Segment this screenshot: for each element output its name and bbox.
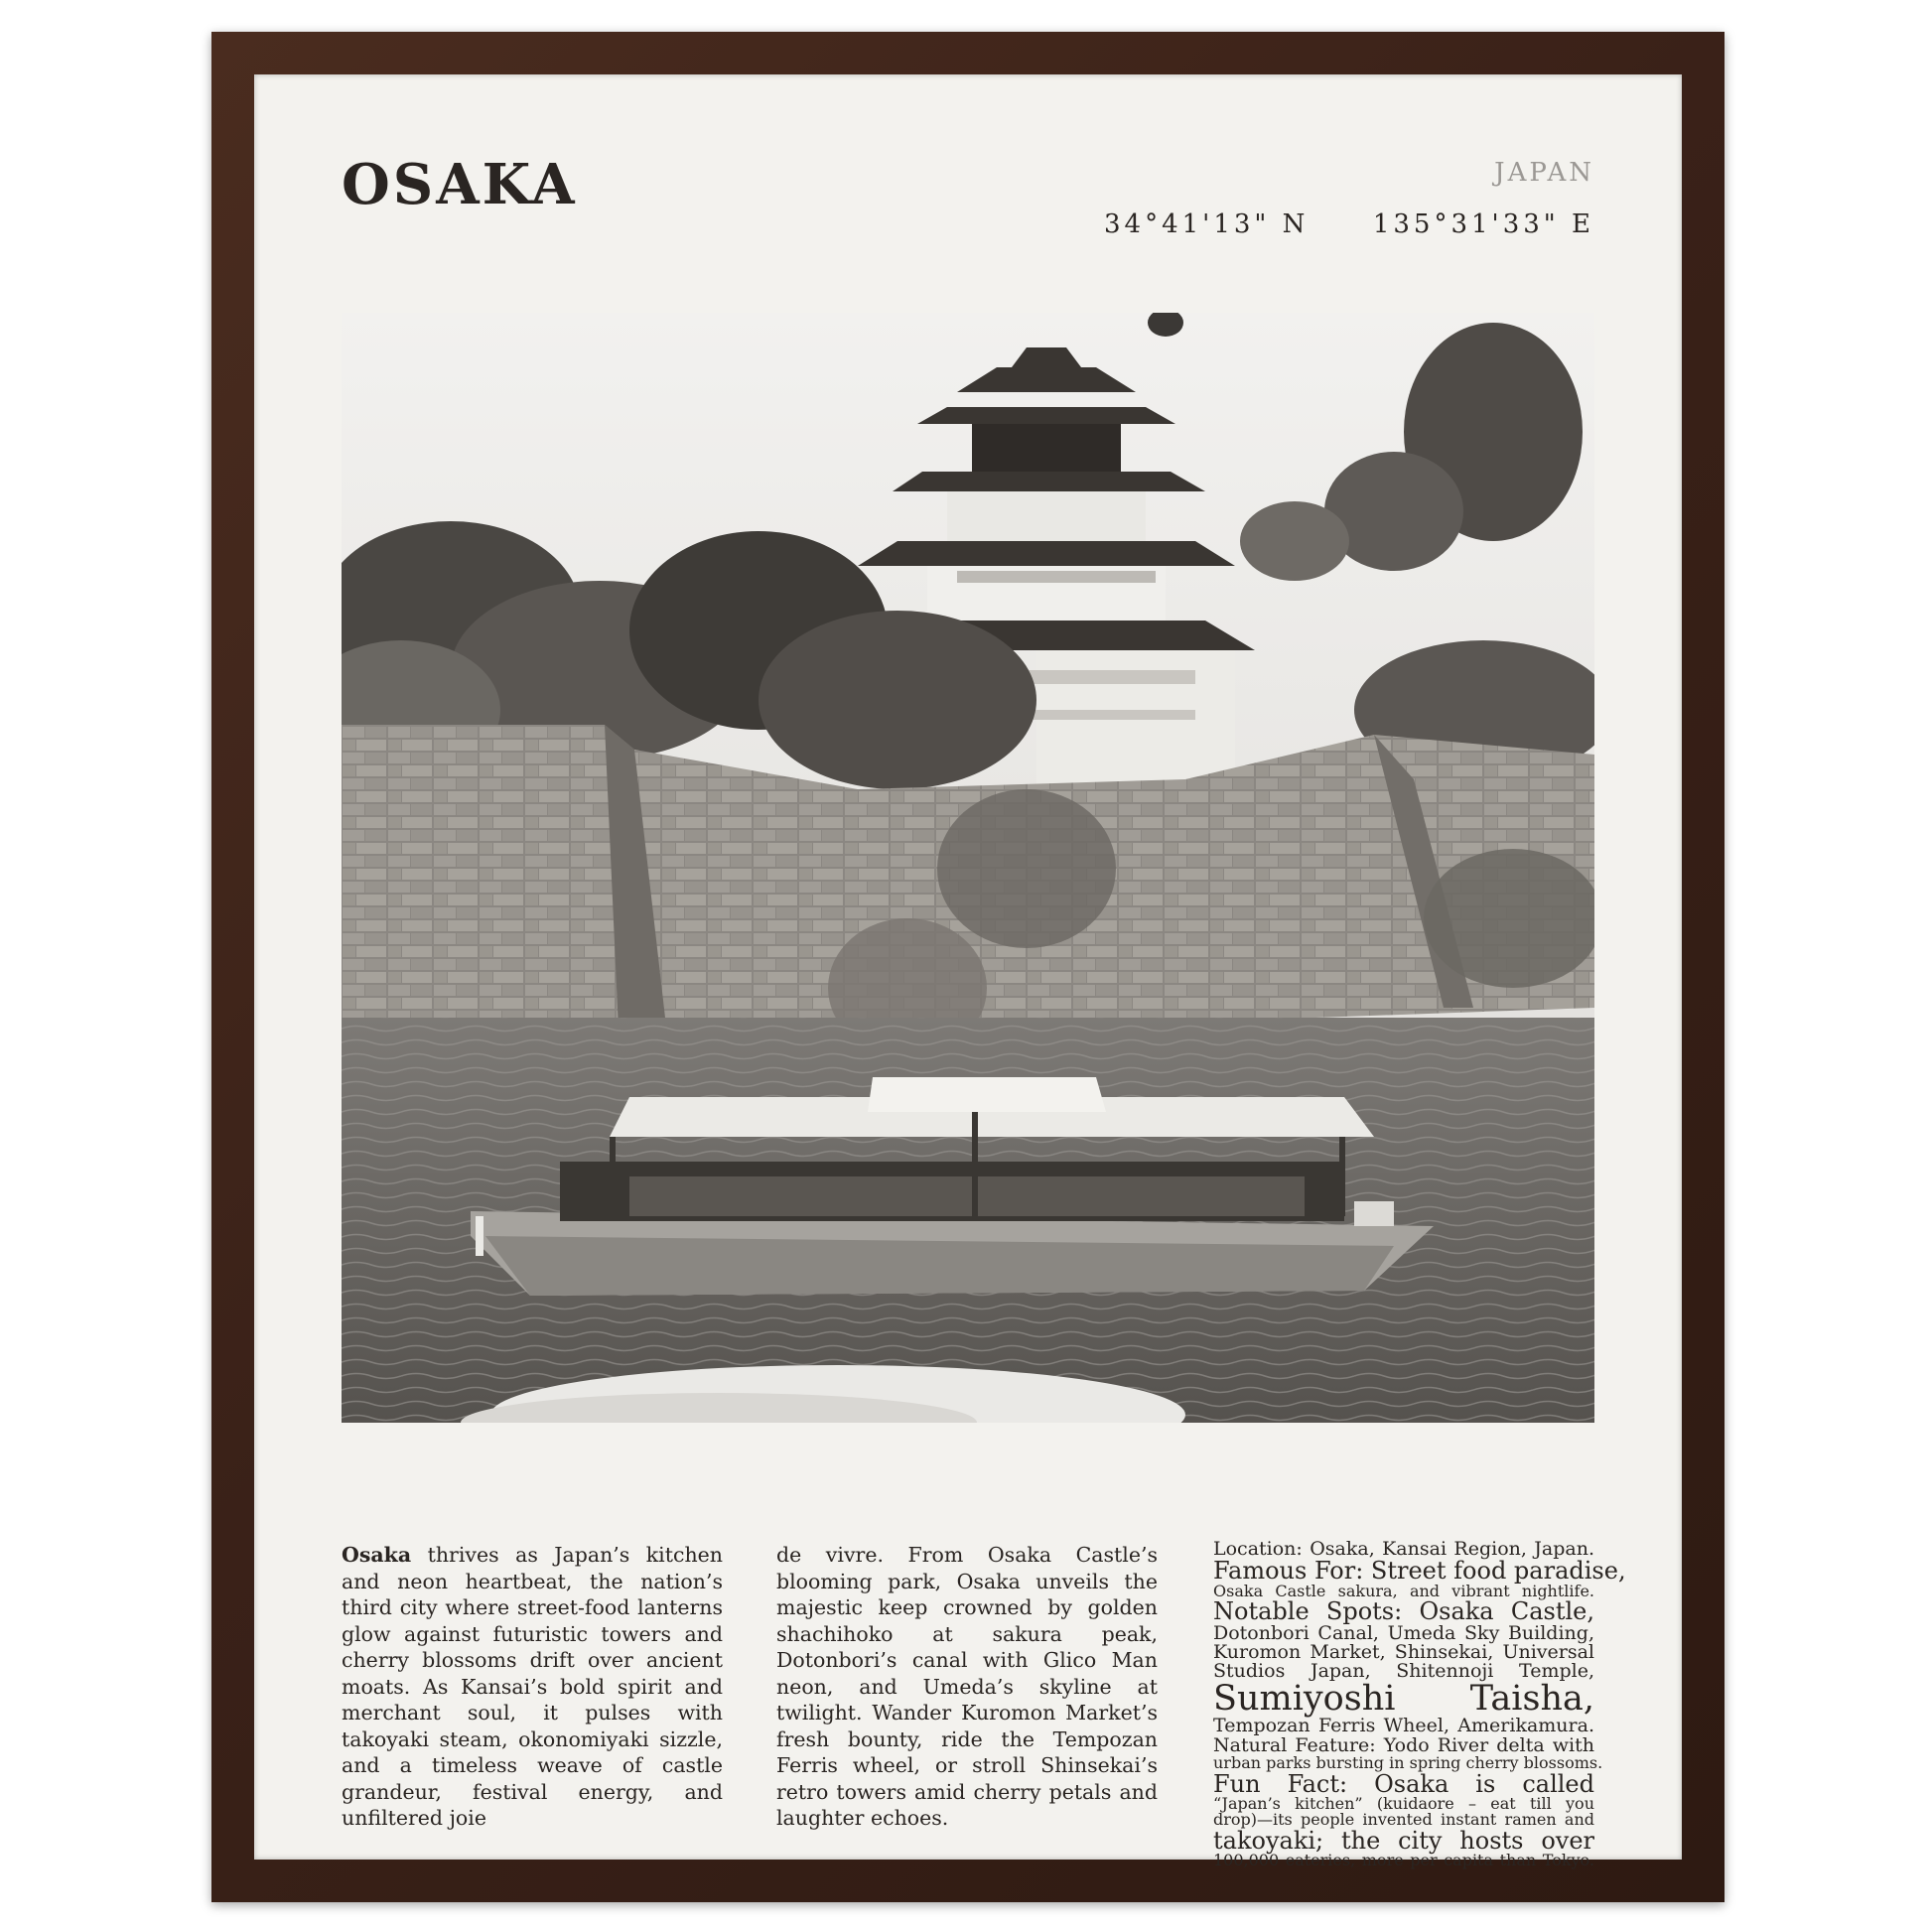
fact-line: Famous For: Street food paradise, bbox=[1213, 1557, 1626, 1586]
fact-line: Studios Japan, Shitennoji Temple, bbox=[1213, 1660, 1594, 1683]
fact-line: Sumiyoshi Taisha, bbox=[1213, 1678, 1594, 1719]
description-column-1 bbox=[342, 1542, 723, 1832]
latitude-label: 34°41'13" N bbox=[1104, 209, 1310, 239]
description-text-1: thrives as Japan’s kitchen and neon heartbeat, the nation’s third city where street-food lanterns glow against futuristic towers and cherry blossoms drift over ancient moats. As Kansai’s bold spirit and merchant soul, it pulses with takoyaki steam, okonomiyaki sizzle, and a timeless weave of castle grandeur, festival energy, and unfiltered joie bbox=[342, 1543, 723, 1830]
fact-line: drop)—its people invented instant ramen and bbox=[1213, 1810, 1594, 1830]
fact-line: 100,000 eateries, more per capita than Tokyo. bbox=[1213, 1851, 1594, 1870]
fact-line: Location: Osaka, Kansai Region, Japan. bbox=[1213, 1538, 1594, 1560]
fact-line: Kuromon Market, Shinsekai, Universal bbox=[1213, 1641, 1594, 1663]
fact-line: “Japan’s kitchen” (kuidaore – eat till you bbox=[1213, 1793, 1594, 1813]
fact-line: Fun Fact: Osaka is called bbox=[1213, 1769, 1594, 1798]
fact-line: Osaka Castle sakura, and vibrant nightlife. bbox=[1213, 1581, 1594, 1600]
fact-line: Dotonbori Canal, Umeda Sky Building, bbox=[1213, 1621, 1594, 1644]
fact-line: urban parks bursting in spring cherry blossoms. bbox=[1213, 1753, 1603, 1773]
picture-frame bbox=[211, 32, 1725, 1902]
poster-paper bbox=[254, 74, 1682, 1870]
fact-line: Notable Spots: Osaka Castle, bbox=[1213, 1597, 1594, 1626]
country-label: JAPAN bbox=[1494, 158, 1594, 188]
fact-line: Tempozan Ferris Wheel, Amerikamura. bbox=[1213, 1715, 1594, 1737]
fact-line: takoyaki; the city hosts over bbox=[1213, 1826, 1594, 1855]
longitude-label: 135°31'33" E bbox=[1372, 209, 1594, 239]
description-lead: Osaka bbox=[342, 1543, 412, 1567]
fact-line: Natural Feature: Yodo River delta with bbox=[1213, 1733, 1594, 1756]
description-column-2: de vivre. From Osaka Castle’s blooming park, Osaka unveils the majestic keep crowned by golden shachihoko at sakura peak, Dotonbori’s canal with Glico Man neon, and Umeda’s skyline at twilight. Wander Kuromon Market’s fresh bounty, ride the Tempozan Ferris wheel, or stroll Shinsekai’s retro towers amid cherry petals and laughter echoes. bbox=[776, 1543, 1158, 1830]
castle-photo bbox=[342, 313, 1594, 1423]
city-title: OSAKA bbox=[342, 152, 578, 217]
castle-photo-illustration bbox=[342, 313, 1594, 1423]
facts-column bbox=[1213, 1538, 1626, 1870]
